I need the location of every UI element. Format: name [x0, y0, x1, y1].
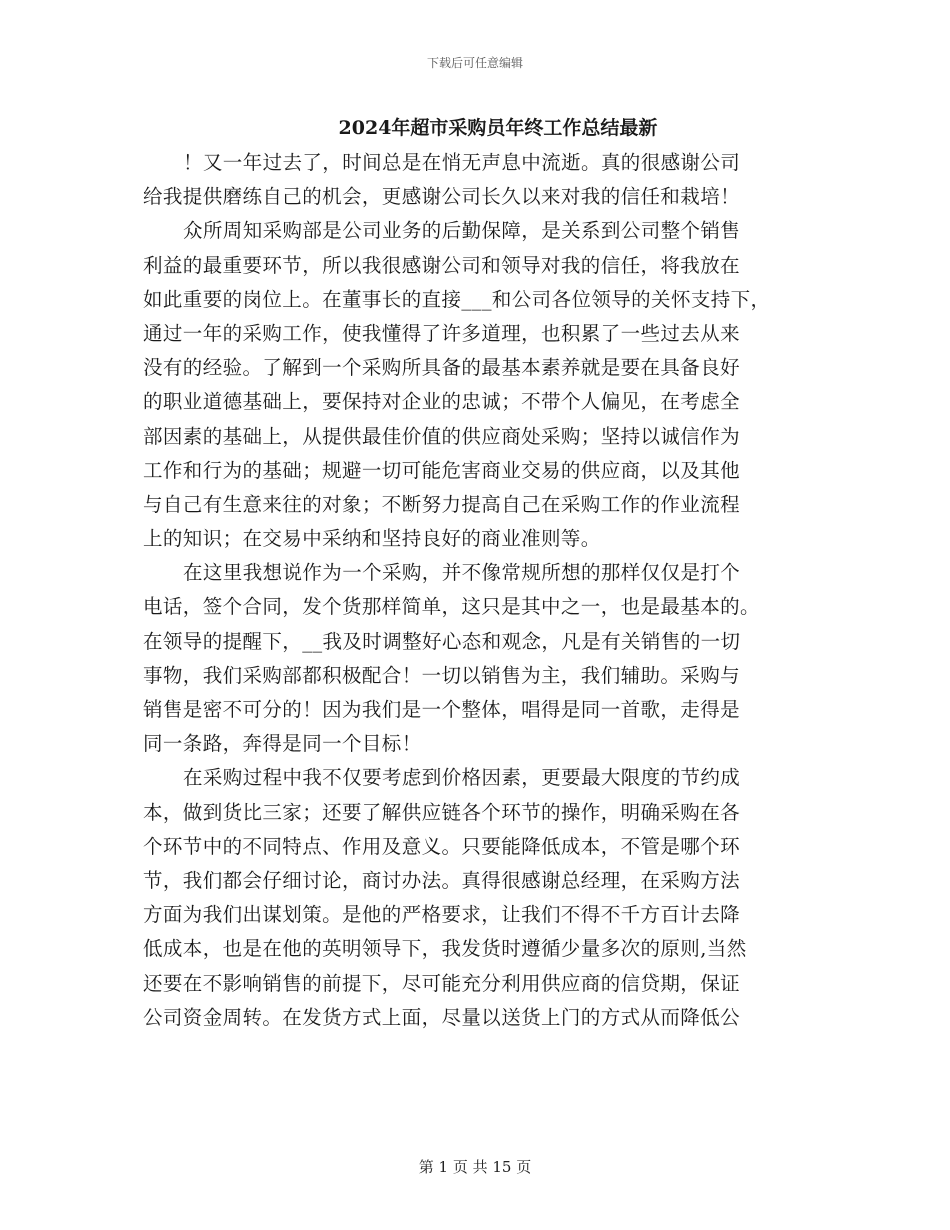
text-line: 众所周知采购部是公司业务的后勤保障，是关系到公司整个销售 [183, 219, 741, 243]
text-line: 低成本，也是在他的英明领导下，我发货时遵循少量多次的原则,当然 [143, 937, 747, 961]
text-line: 利益的最重要环节，所以我很感谢公司和领导对我的信任，将我放在 [143, 253, 741, 277]
text-line: 公司资金周转。在发货方式上面，尽量以送货上门的方式从而降低公 [143, 1005, 741, 1029]
text-line: ！又一年过去了，时间总是在悄无声息中流逝。真的很感谢公司 [183, 151, 741, 174]
text-line: 个环节中的不同特点、作用及意义。只要能降低成本，不管是哪个环 [143, 834, 741, 858]
text-line: 同一条路，奔得是同一个目标！ [143, 732, 422, 756]
text-line: 的职业道德基础上，要保持对企业的忠诚；不带个人偏见，在考虑全 [143, 390, 741, 414]
text-line: 方面为我们出谋划策。是他的严格要求，让我们不得不千方百计去降 [143, 903, 741, 927]
text-line: 事物，我们采购部都积极配合！一切以销售为主，我们辅助。采购与 [143, 663, 741, 687]
text-line: 在领导的提醒下，__我及时调整好心态和观念，凡是有关销售的一切 [143, 629, 741, 653]
text-line: 给我提供磨练自己的机会，更感谢公司长久以来对我的信任和栽培！ [143, 185, 741, 209]
text-line: 没有的经验。了解到一个采购所具备的最基本素养就是要在具备良好 [143, 356, 741, 380]
text-line: 上的知识；在交易中采纳和坚持良好的商业准则等。 [143, 527, 601, 551]
document-body [143, 146, 823, 1035]
text-line: 与自己有生意来往的对象；不断努力提高自己在采购工作的作业流程 [143, 492, 741, 516]
text-line: 如此重要的岗位上。在董事长的直接___和公司各位领导的关怀支持下， [143, 287, 771, 311]
text-line: 通过一年的采购工作，使我懂得了许多道理，也积累了一些过去从来 [143, 321, 741, 345]
text-line: 在采购过程中我不仅要考虑到价格因素，更要最大限度的节约成 [183, 766, 741, 790]
text-line: 销售是密不可分的！因为我们是一个整体，唱得是同一首歌，走得是 [143, 698, 741, 721]
text-line: 还要在不影响销售的前提下，尽可能充分利用供应商的信贷期，保证 [143, 971, 741, 995]
text-line: 在这里我想说作为一个采购，并不像常规所想的那样仅仅是打个 [183, 561, 741, 585]
header-note: 下载后可任意编辑 [426, 56, 523, 70]
text-line: 电话，签个合同，发个货那样简单，这只是其中之一，也是最基本的。 [143, 595, 760, 619]
page-footer: 第 1 页 共 15 页 [418, 1158, 532, 1176]
text-line: 本，做到货比三家；还要了解供应链各个环节的操作，明确采购在各 [143, 800, 741, 824]
text-line: 节，我们都会仔细讨论，商讨办法。真得很感谢总经理，在采购方法 [143, 868, 741, 892]
text-line: 工作和行为的基础；规避一切可能危害商业交易的供应商，以及其他 [143, 458, 741, 482]
text-line: 部因素的基础上，从提供最佳价值的供应商处采购；坚持以诚信作为 [143, 424, 741, 448]
document-title: 2024年超市采购员年终工作总结最新 [338, 117, 658, 139]
